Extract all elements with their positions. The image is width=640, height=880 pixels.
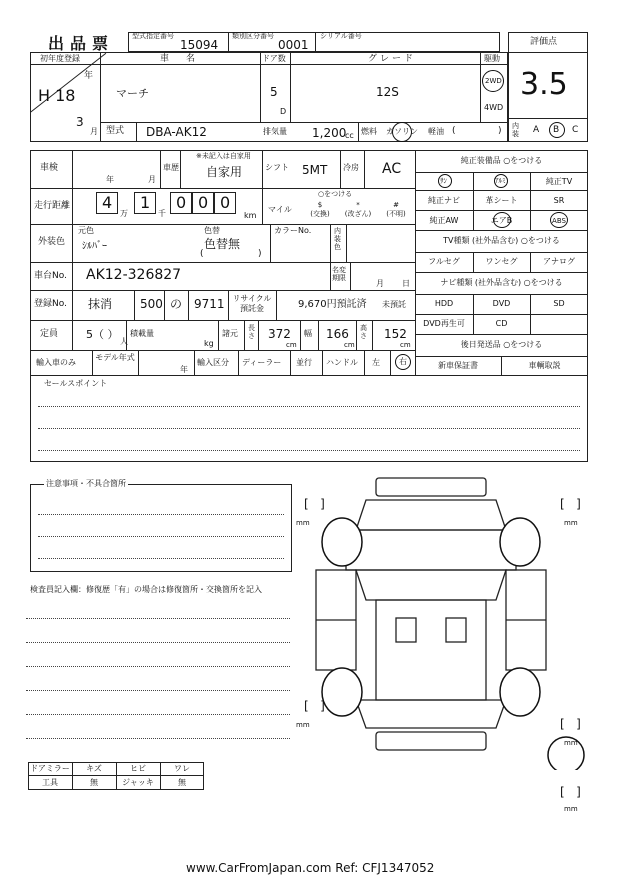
tv-title: TV種類 (社外品含む) ○をつける <box>443 236 560 245</box>
fuel-gas-circle <box>392 122 412 142</box>
width-label: 幅 <box>304 329 312 338</box>
sales-point-label: セールスポイント <box>44 379 108 388</box>
th-mirror: ドアミラー <box>30 764 70 773</box>
reg-status: 抹消 <box>88 297 113 311</box>
dealer-option: ディーラー <box>242 358 282 367</box>
left-option: 左 <box>372 358 380 367</box>
year-unit: 年 <box>84 71 94 81</box>
height-label: 高さ <box>360 324 367 340</box>
mileage-digit-4: 0 <box>198 193 209 212</box>
name-change-month: 月 <box>376 279 384 288</box>
capacity-label: 定員 <box>40 329 59 339</box>
footer-ref: www.CarFromJapan.com Ref: CFJ1347052 <box>186 861 435 875</box>
mileage-digit-2: 1 <box>140 193 151 212</box>
person-unit: 人 <box>120 337 128 346</box>
later-manual: 車輌取説 <box>528 361 561 370</box>
equip-aw: 純正AW <box>429 216 459 225</box>
unknown-option: # (不明) <box>386 201 406 218</box>
equip-navi: 純正ナビ <box>428 196 460 205</box>
type-cert-no: 15094 <box>180 38 219 52</box>
length-unit: cm <box>286 341 297 349</box>
repaint-label: 色替 <box>204 226 220 235</box>
displacement-value: 1,200 <box>312 126 347 140</box>
td-jack-value: 無 <box>178 778 186 787</box>
reg-label: 登録No. <box>34 299 67 309</box>
fuel-oil: 軽油 <box>428 127 444 136</box>
model-year-label: モデル年式 <box>95 353 135 362</box>
interior-grade-c: C <box>572 125 579 135</box>
mm-rl: mm <box>296 721 310 729</box>
reg-kana: の <box>170 297 183 311</box>
cc-unit: cc <box>345 131 354 140</box>
score-label: 評価点 <box>530 37 558 47</box>
equip-alumi: ｱﾙﾐ <box>495 177 506 185</box>
mm-rr: mm <box>564 739 578 747</box>
class-label: 類別区分番号 <box>232 32 274 40</box>
later-warranty: 新車保証書 <box>438 361 478 370</box>
tamper-option: * (改ざん) <box>344 201 372 218</box>
td-jack: ジャッキ <box>122 778 154 787</box>
model-year-unit: 年 <box>180 365 188 374</box>
type-cert-label: 型式指定番号 <box>132 32 174 40</box>
doors-label: ドア数 <box>262 54 286 63</box>
inspection-month-unit: 月 <box>148 175 156 184</box>
orig-color-label: 元色 <box>78 226 94 235</box>
car-damage-diagram <box>296 470 596 770</box>
grade-value: 12S <box>376 85 399 99</box>
navi-hdd: HDD <box>434 299 454 308</box>
color-no-label: カラーNo. <box>274 226 312 235</box>
navi-dvd: DVD <box>492 299 511 308</box>
sheet-title: 出品票 <box>48 34 115 53</box>
mm-spare: mm <box>564 805 578 813</box>
chassis-label: 車台No. <box>34 271 67 281</box>
height-unit: cm <box>400 341 411 349</box>
th-crack: ヒビ <box>130 764 146 773</box>
reg-num1: 500 <box>140 297 163 311</box>
inspector-label: 検査員記入欄：修復歴「有」の場合は修復箇所・交換箇所を記入 <box>30 585 262 594</box>
width-unit: cm <box>344 341 355 349</box>
interior-grade-a: A <box>533 125 540 135</box>
model-value: DBA-AK12 <box>146 125 207 139</box>
navi-dvd-play: DVD再生可 <box>423 319 465 328</box>
door-suffix: D <box>280 107 287 116</box>
recycle-label: リサイクル預託金 <box>232 294 272 313</box>
tv-oneseg: ワンセグ <box>485 257 518 266</box>
first-reg-month: 3 <box>76 115 84 129</box>
ac-label: 冷房 <box>343 163 359 172</box>
parallel-option: 並行 <box>296 358 312 367</box>
width-value: 166 <box>326 327 349 341</box>
th-scratch: キズ <box>86 764 102 773</box>
right-option: 右 <box>399 357 407 366</box>
interior-b-circle <box>549 122 565 138</box>
grade-label: グレード <box>368 54 417 64</box>
equip-leather: 革シート <box>485 196 518 205</box>
history-value: 自家用 <box>206 165 243 179</box>
equip-tv: 純正TV <box>545 177 573 186</box>
model-label: 型式 <box>106 126 125 136</box>
navi-title: ナビ種類 (社外品含む) ○をつける <box>440 278 563 287</box>
interior-grade-b: B <box>553 125 560 135</box>
import-type-label: 輸入区分 <box>197 358 229 367</box>
notes-label: 注意事項・不具合箇所 <box>46 479 126 488</box>
fuel-gas: ガソリン <box>386 127 418 136</box>
length-value: 372 <box>268 327 291 341</box>
equip-airbag: エアB <box>490 216 513 225</box>
mileage-digit-5: 0 <box>220 193 231 212</box>
recycle-amount: 9,670円預託済 <box>298 299 367 310</box>
man-unit: 万 <box>120 209 128 218</box>
inspection-year-unit: 年 <box>106 175 114 184</box>
mile-label: マイル <box>268 205 292 214</box>
later-title: 後日発送品 ○をつける <box>460 340 543 349</box>
recycle-unpaid: 未預託 <box>382 300 406 309</box>
mileage-digit-1: 4 <box>102 193 113 212</box>
handle-label: ハンドル <box>326 358 358 367</box>
dims-label: 諸元 <box>222 329 238 338</box>
interior-color-label: 内装色 <box>334 227 341 251</box>
serial-label: シリアル番号 <box>320 32 362 40</box>
tv-fullseg: フルセグ <box>428 257 460 266</box>
length-label: 長さ <box>248 324 255 340</box>
name-change-label: 名変期限 <box>332 266 346 282</box>
td-tools-value: 無 <box>90 778 98 787</box>
displacement-label: 排気量 <box>263 127 287 136</box>
score-value: 3.5 <box>520 67 568 102</box>
mm-fr: mm <box>564 519 578 527</box>
orig-color-value: ｼﾙﾊﾞｰ <box>82 241 107 252</box>
first-reg-label: 初年度登録 <box>40 54 80 63</box>
exchange-option: $ (交換) <box>310 201 330 218</box>
km-unit: km <box>244 211 257 220</box>
shift-value: 5MT <box>302 163 328 177</box>
td-tools: 工具 <box>42 778 58 787</box>
mm-fl: mm <box>296 519 310 527</box>
reg-num2: 9711 <box>194 297 225 311</box>
equip-abs: ABS <box>552 217 566 225</box>
load-label: 積載量 <box>130 329 154 338</box>
navi-cd: CD <box>495 319 508 328</box>
sen-unit: 千 <box>158 209 166 218</box>
month-unit: 月 <box>90 127 98 136</box>
fuel-label: 燃料 <box>361 127 377 136</box>
drive-4wd: 4WD <box>484 103 504 112</box>
mark-note: ○をつける <box>318 190 353 198</box>
mileage-digit-3: 0 <box>176 193 187 212</box>
class-no: 0001 <box>278 38 309 52</box>
equip-sr: SR <box>553 196 565 205</box>
equip-sun: ｻﾝ <box>440 177 447 185</box>
history-label: 車歴 <box>163 163 179 172</box>
drive-2wd: 2WD <box>485 77 502 85</box>
history-note: ※未記入は自家用 <box>196 152 251 160</box>
tv-analog: アナログ <box>543 257 575 266</box>
first-reg-era: H 18 <box>38 86 76 105</box>
doors-value: 5 <box>270 85 278 99</box>
genuine-title: 純正装備品 ○をつける <box>460 156 543 165</box>
interior-label: 内装 <box>512 122 519 138</box>
car-name-label: 車 名 <box>160 54 200 64</box>
kg-unit: kg <box>204 339 214 348</box>
drive-label: 駆動 <box>484 54 500 63</box>
shift-label: シフト <box>265 163 289 172</box>
capacity-value: 5（ ） <box>86 328 119 341</box>
navi-sd: SD <box>553 299 565 308</box>
color-label: 外装色 <box>38 237 66 247</box>
th-break: ワレ <box>174 764 190 773</box>
import-label: 輸入車のみ <box>36 358 76 367</box>
height-value: 152 <box>384 327 407 341</box>
chassis-value: AK12-326827 <box>86 267 182 283</box>
car-name: マーチ <box>116 87 149 100</box>
inspection-label: 車検 <box>40 163 59 173</box>
ac-value: AC <box>382 161 402 177</box>
mileage-label: 走行距離 <box>34 201 71 211</box>
repaint-value: 色替無 <box>204 237 241 251</box>
